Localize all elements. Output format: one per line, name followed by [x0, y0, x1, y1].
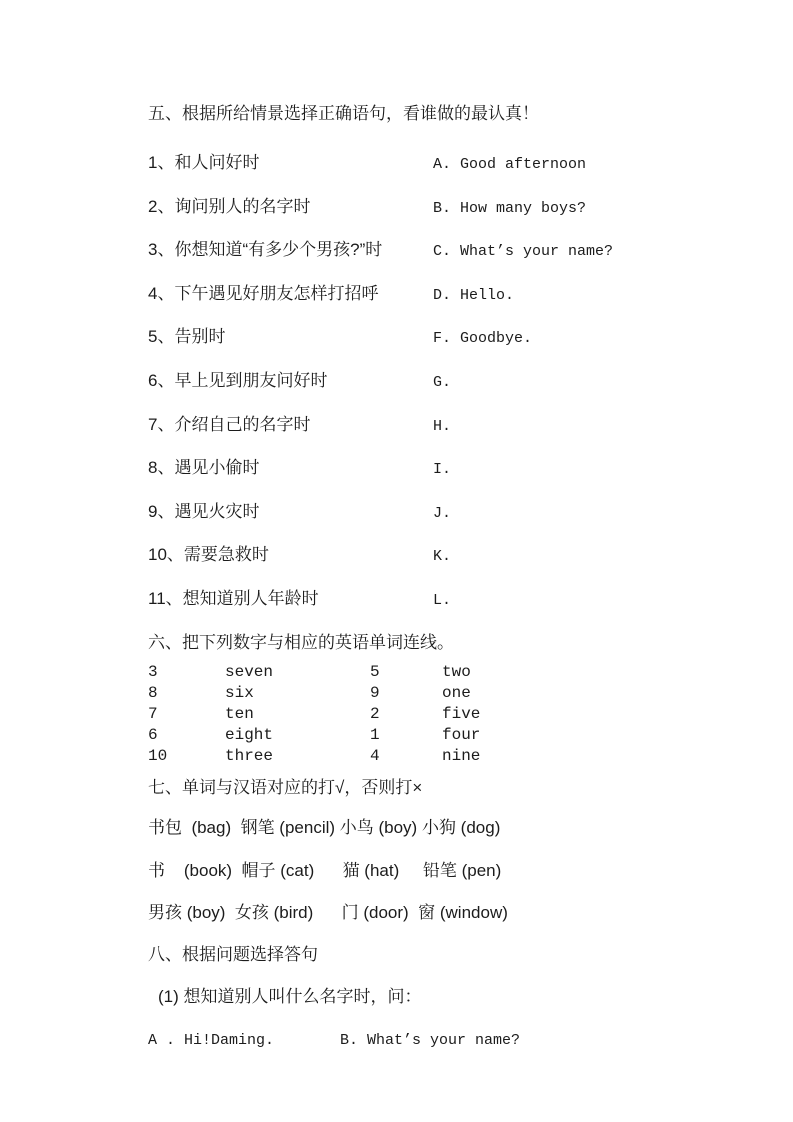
word-right: one [442, 683, 471, 702]
situation-text: 7、介绍自己的名字时 [148, 414, 311, 434]
number-left: 3 [148, 662, 158, 681]
number-word-match-grid [148, 662, 748, 767]
match-row [148, 544, 748, 568]
answer-option-b: B. What’s your name? [340, 1031, 521, 1049]
number-left: 10 [148, 746, 168, 765]
match-row [148, 588, 748, 612]
option-text: G. [433, 373, 452, 391]
option-text: L. [433, 591, 452, 609]
match-row [148, 196, 748, 220]
number-right: 5 [370, 662, 380, 681]
section-five-title: 五、根据所给情景选择正确语句，看谁做的最认真！ [148, 104, 539, 123]
situation-text: 1、和人问好时 [148, 153, 260, 172]
number-left: 8 [148, 683, 158, 702]
match-row [148, 326, 748, 350]
match-row [148, 370, 748, 394]
answer-options-row [148, 1030, 748, 1052]
word-left: three [225, 746, 274, 765]
match-row [148, 239, 748, 263]
match-row [148, 283, 748, 307]
word-check-list [148, 817, 748, 924]
situation-text: 6、早上见到朋友问好时 [148, 370, 328, 390]
number-left: 7 [148, 704, 158, 723]
option-text: F. Goodbye. [433, 330, 533, 348]
word-right: five [442, 704, 481, 723]
word-left: ten [225, 704, 254, 723]
situation-text: 9、遇见火灾时 [148, 501, 260, 521]
word-check-row: 书包 (bag) 钢笔 (pencil) 小鸟 (boy) 小狗 (dog) [148, 817, 501, 837]
answer-option-a: A . Hi!Daming. [148, 1031, 275, 1049]
word-left: six [225, 683, 254, 702]
situation-text: 4、下午遇见好朋友怎样打招呼 [148, 283, 379, 303]
situation-text: 8、遇见小偷时 [148, 458, 260, 478]
section-five-match-list [148, 152, 748, 612]
number-left: 6 [148, 725, 158, 744]
number-right: 1 [370, 725, 380, 744]
question-1: (1) 想知道别人叫什么名字时，问： [158, 986, 422, 1006]
option-text: D. Hello. [433, 286, 515, 304]
option-text: C. What’s your name? [433, 243, 614, 261]
word-check-row: 男孩 (boy) 女孩 (bird) 门 (door) 窗 (window) [148, 902, 508, 922]
word-left: eight [225, 725, 274, 744]
option-text: K. [433, 548, 452, 566]
match-row [148, 457, 748, 481]
section-seven-title: 七、单词与汉语对应的打√，否则打× [148, 777, 423, 797]
worksheet-content [148, 103, 748, 1052]
option-text: J. [433, 504, 452, 522]
number-right: 4 [370, 746, 380, 765]
situation-text: 10、需要急救时 [148, 545, 269, 565]
option-text: A. Good afternoon [433, 156, 587, 173]
match-row [148, 414, 748, 438]
word-check-row: 书 (book) 帽子 (cat) 猫 (hat) 铅笔 (pen) [148, 860, 502, 880]
section-eight-title: 八、根据问题选择答句 [148, 944, 318, 964]
word-left: seven [225, 662, 274, 681]
number-word-row [148, 704, 748, 725]
situation-text: 11、想知道别人年龄时 [148, 588, 319, 608]
option-text: I. [433, 461, 452, 479]
number-word-row [148, 683, 748, 704]
situation-text: 5、告别时 [148, 327, 226, 347]
number-right: 9 [370, 683, 380, 702]
number-word-row [148, 746, 748, 767]
word-right: nine [442, 746, 481, 765]
match-row [148, 501, 748, 525]
word-right: two [442, 662, 471, 681]
option-text: H. [433, 417, 452, 435]
number-right: 2 [370, 704, 380, 723]
section-six-title: 六、把下列数字与相应的英语单词连线。 [148, 632, 454, 652]
situation-text: 3、你想知道“有多少个男孩?”时 [148, 240, 383, 260]
number-word-row [148, 662, 748, 683]
option-text: B. How many boys? [433, 199, 587, 217]
situation-text: 2、询问别人的名字时 [148, 196, 311, 216]
number-word-row [148, 725, 748, 746]
match-row [148, 152, 748, 176]
word-right: four [442, 725, 481, 744]
